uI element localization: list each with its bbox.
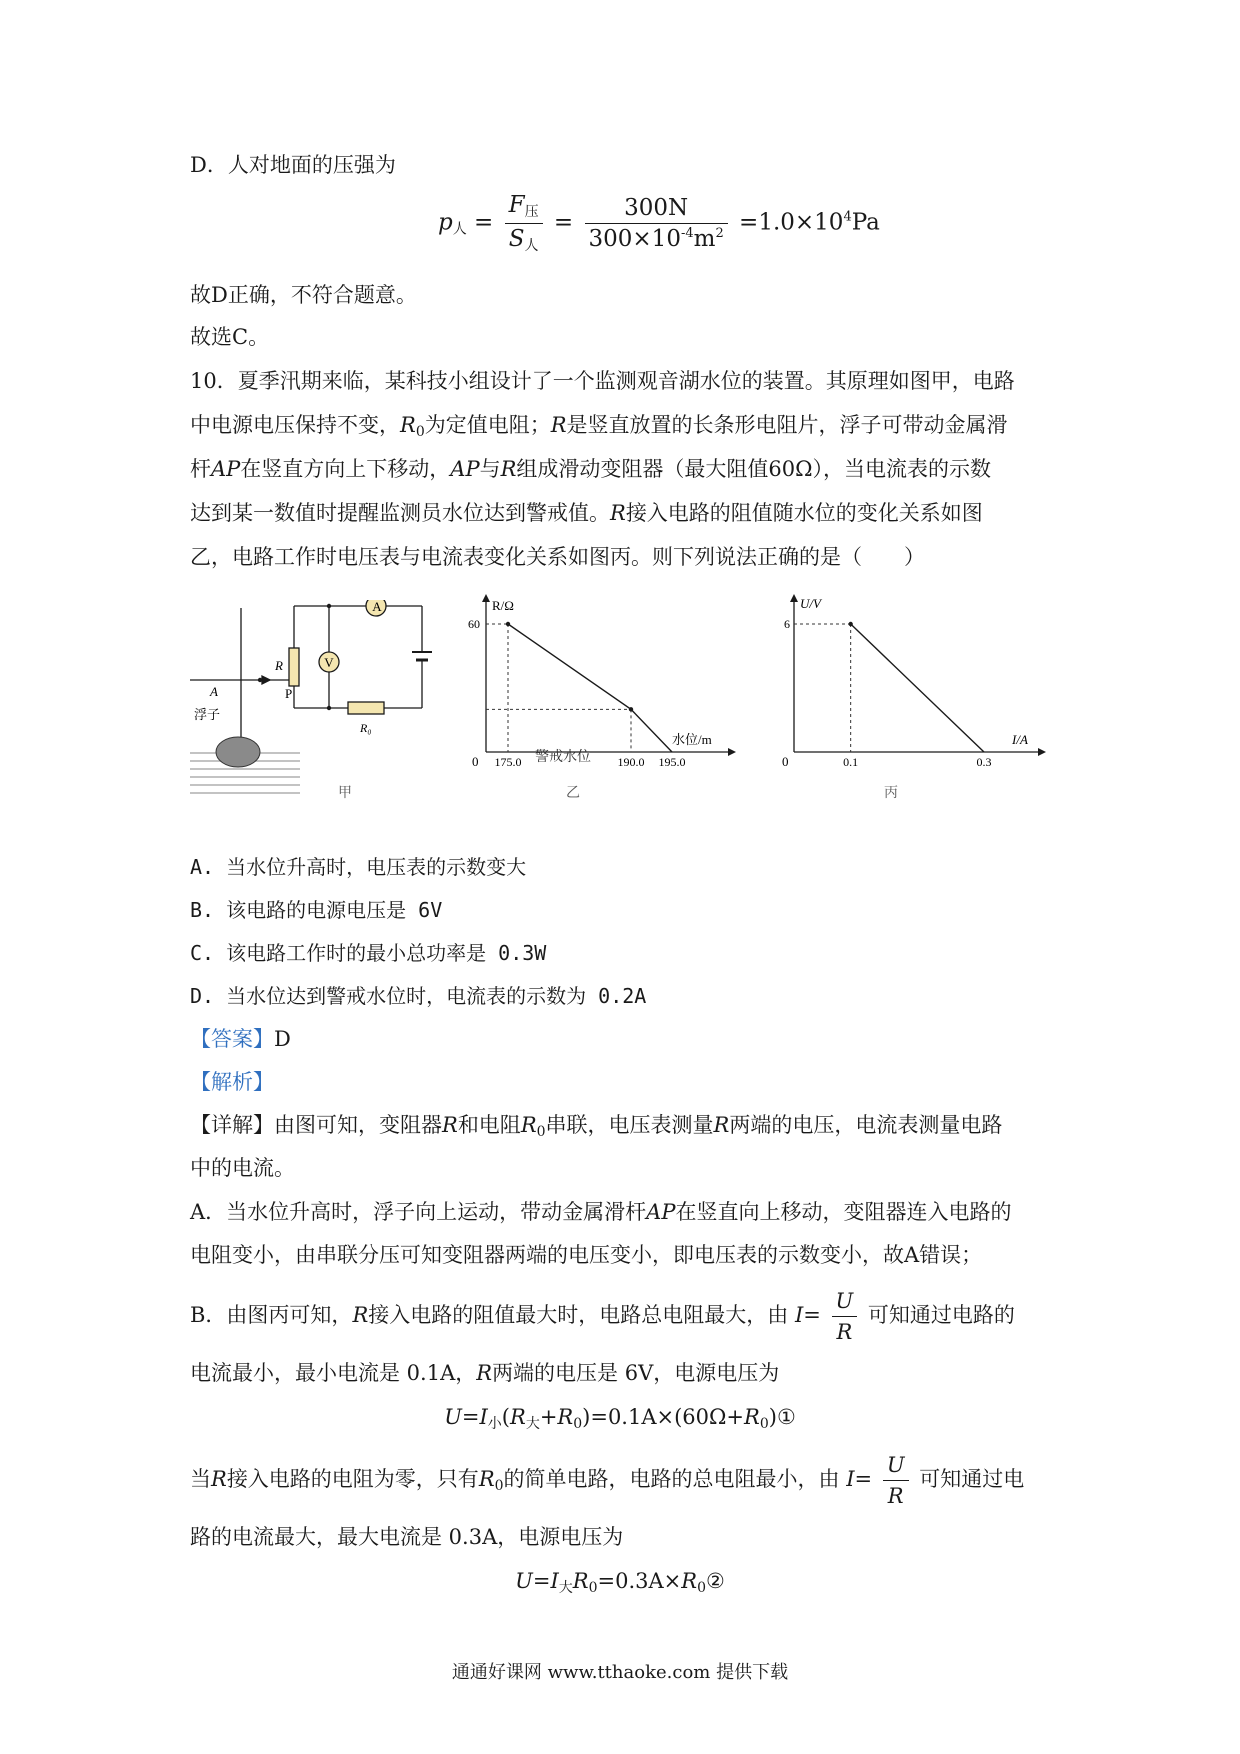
bing-x-tick: 0.3 bbox=[976, 755, 992, 769]
detail-b-line-1: B．由图丙可知，R接入电路的阻值最大时，电路总电阻最大，由 I= $\frac{U}{R}$ 可知通过电路的 bbox=[190, 1289, 1015, 1344]
answer-value: D bbox=[274, 1027, 291, 1051]
detail-c-line-2: 路的电流最大，最大电流是 0.3A，电源电压为 bbox=[190, 1525, 624, 1549]
bing-y-tick: 6 bbox=[784, 617, 790, 631]
question-line-3: 杆AP在竖直方向上下移动，AP与R组成滑动变阻器（最大阻值60Ω），当电流表的示数 bbox=[190, 457, 992, 481]
bing-point bbox=[848, 622, 852, 626]
conclusion-choice: 故选C。 bbox=[190, 325, 270, 349]
fraction-f-over-s: $\frac{F_压}{S_人}$ bbox=[505, 192, 543, 255]
resistor-r0-label: R₀ bbox=[360, 721, 372, 735]
detail-a-line-2: 电阻变小，由串联分压可知变阻器两端的电压变小，即电压表的示数变小，故A错误； bbox=[190, 1243, 983, 1267]
question-line-4: 达到某一数值时提醒监测员水位达到警戒值。R接入电路的阻值随水位的变化关系如图 bbox=[190, 501, 983, 525]
conclusion-d: 故D正确，不符合题意。 bbox=[190, 283, 417, 307]
voltmeter-label: V bbox=[324, 655, 334, 670]
detail-c-line-1: 当R接入电路的电阻为零，只有$R_0$的简单电路，电路的总电阻最小，由 I= $\frac{U}{R}$ 可知通过电 bbox=[190, 1453, 1025, 1508]
detail-line-2: 中的电流。 bbox=[190, 1156, 295, 1180]
question-line-2: 中电源电压保持不变，$R_0$为定值电阻；R是竖直放置的长条形电阻片，浮子可带动金属滑 bbox=[190, 413, 1008, 440]
yi-y-arrow bbox=[482, 594, 490, 602]
yi-x-tick: 175.0 bbox=[494, 755, 522, 769]
detail-line-1: 【详解】由图可知，变阻器R和电阻$R_0$串联，电压表测量R两端的电压，电流表测量电路 bbox=[190, 1113, 1003, 1140]
fraction-numeric: $\frac{300N}{300\times 10^{-4}m^2}$ bbox=[585, 195, 728, 252]
caption-yi: 乙 bbox=[566, 785, 580, 801]
float-shape bbox=[216, 737, 260, 767]
yi-point bbox=[629, 707, 633, 711]
bing-y-arrow bbox=[790, 594, 798, 602]
yi-series-line bbox=[508, 624, 672, 752]
chart-r-vs-level bbox=[462, 592, 742, 772]
option-d: D. 当水位达到警戒水位时，电流表的示数为 0.2A bbox=[190, 984, 647, 1008]
yi-origin: 0 bbox=[472, 754, 479, 769]
point-a-label: A bbox=[210, 684, 218, 699]
slider-p-label: P bbox=[285, 686, 293, 701]
yi-annotation: 警戒水位 bbox=[535, 749, 591, 765]
bing-origin: 0 bbox=[782, 754, 789, 769]
yi-x-tick: 190.0 bbox=[617, 755, 645, 769]
caption-jia: 甲 bbox=[338, 785, 352, 801]
option-a: A. 当水位升高时，电压表的示数变大 bbox=[190, 855, 527, 879]
ammeter-label: A bbox=[372, 600, 382, 614]
yi-x-arrow bbox=[728, 748, 736, 756]
bing-x-tick: 0.1 bbox=[843, 755, 859, 769]
yi-ylabel: R/Ω bbox=[492, 598, 514, 613]
yi-x-tick: 195.0 bbox=[658, 755, 686, 769]
question-line-1: 10．夏季汛期来临，某科技小组设计了一个监测观音湖水位的装置。其原理如图甲，电路 bbox=[190, 369, 1015, 393]
question-line-5: 乙，电路工作时电压表与电流表变化关系如图丙。则下列说法正确的是（ ） bbox=[190, 545, 925, 569]
detail-a-line-1: A．当水位升高时，浮子向上运动，带动金属滑杆AP在竖直向上移动，变阻器连入电路的 bbox=[190, 1200, 1012, 1224]
yi-point bbox=[506, 622, 510, 626]
page-footer: 通通好课网 www.tthaoke.com 提供下载 bbox=[451, 1662, 789, 1683]
float-label: 浮子 bbox=[194, 707, 221, 722]
yi-xlabel: 水位/m bbox=[672, 732, 712, 747]
detail-b-line-2: 电流最小，最小电流是 0.1A，R两端的电压是 6V，电源电压为 bbox=[190, 1361, 780, 1385]
option-d-heading: D．人对地面的压强为 bbox=[190, 153, 396, 177]
equation-2: $U=I_大R_0=0.3A\times R_0②$ bbox=[515, 1569, 725, 1596]
resistor-r-label: R bbox=[275, 658, 283, 673]
circuit-diagram bbox=[190, 600, 450, 810]
option-c: C. 该电路工作时的最小总功率是 0.3W bbox=[190, 941, 547, 965]
equation-1: $U=I_小(R_大+R_0)=0.1A\times(60\Omega+R_0)①$ bbox=[444, 1405, 796, 1432]
bing-series-line bbox=[851, 624, 984, 752]
pressure-formula: $p_人$ = $\frac{F_压}{S_人}$ = $\frac{300N}{300\times 10^{-4}m^2}$ $=1.0\times 10^4Pa$ bbox=[438, 192, 880, 254]
caption-bing: 丙 bbox=[884, 785, 898, 801]
bing-xlabel: I/A bbox=[1012, 732, 1028, 747]
analysis-tag: 【解析】 bbox=[190, 1070, 274, 1094]
option-b: B. 该电路的电源电压是 6V bbox=[190, 898, 443, 922]
chart-u-vs-i bbox=[778, 592, 1058, 772]
answer-line bbox=[190, 1024, 291, 1054]
bing-x-arrow bbox=[1038, 748, 1046, 756]
yi-y-tick: 60 bbox=[468, 617, 480, 631]
answer-tag: 【答案】 bbox=[190, 1027, 274, 1051]
bing-ylabel: U/V bbox=[800, 596, 821, 611]
